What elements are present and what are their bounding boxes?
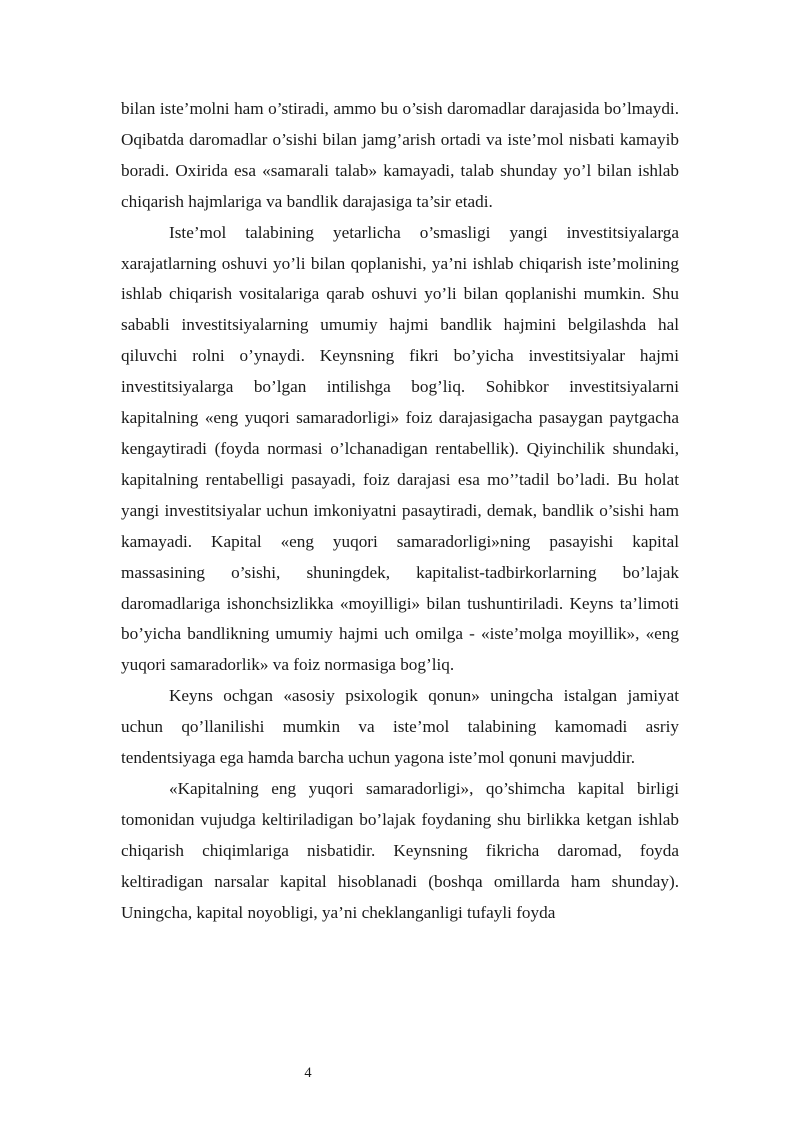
paragraph-investment: Iste’mol talabining yetarlicha o’smasligi yangi investitsiyalarga xarajatlarning oshuvi yo’li bilan qoplanishi, ya’ni ishlab chiqarish iste’molining ishlab chiqarish vositalariga qarab oshuvi yo’li bilan qoplanishi mumkin. Shu sababli investitsiyalarning umumiy hajmi bandlik hajmini belgilashda hal qiluvchi rolni o’ynaydi. Keynsning fikri bo’yicha investitsiyalar hajmi investitsiyalarga bo’lgan intilishga bog’liq. Sohibkor investitsiyalarni kapitalning «eng yuqori samaradorligi» foiz darajasigacha pasaygan paytgacha kengaytiradi (foyda normasi o’lchanadigan rentabellik). Qiyinchilik shundaki, kapitalning rentabelligi pasayadi, foiz darajasi esa mo’’tadil bo’ladi. Bu holat yangi investitsiyalar uchun imkoniyatni pasaytiradi, demak, bandlik o’sishi ham kamayadi. Kapital «eng yuqori samaradorligi»ning pasayishi kapital massasining o’sishi, shuningdek, kapitalist-tadbirkorlarning bo’lajak daromadlariga ishonchsizlikka «moyilligi» bilan tushuntiriladi. Keyns ta’limoti bo’yicha bandlikning umumiy hajmi uch omilga - «iste’molga moyillik», «eng yuqori samaradorlik» va foiz normasiga bog’liq.: [121, 222, 679, 675]
document-page: [121, 94, 679, 928]
paragraph-psychological-law: Keyns ochgan «asosiy psixologik qonun» uningcha istalgan jamiyat uchun qo’llanilishi mumkin va iste’mol talabining kamomadi asriy tendentsiyaga ega hamda barcha uchun yagona iste’mol qonuni mavjuddir.: [121, 686, 679, 768]
page-number: 4: [304, 1065, 312, 1081]
paragraph-capital-efficiency: «Kapitalning eng yuqori samaradorligi», qo’shimcha kapital birligi tomonidan vujudga keltiriladigan bo’lajak foydaning shu birlikka ketgan ishlab chiqarish chiqimlariga nisbatidir. Keynsning fikricha daromad, foyda keltiradigan narsalar kapital hisoblanadi (boshqa omillarda ham shunday). Uningcha, kapital noyobligi, ya’ni cheklanganligi tufayli foyda: [121, 778, 679, 922]
paragraph-continuation: bilan iste’molni ham o’stiradi, ammo bu o’sish daromadlar darajasida bo’lmaydi. Oqibatda daromadlar o’sishi bilan jamg’arish ortadi va iste’mol nisbati kamayib boradi. Oxirida esa «samarali talab» kamayadi, talab shunday yo’l bilan ishlab chiqarish hajmlariga va bandlik darajasiga ta’sir etadi.: [121, 99, 679, 211]
